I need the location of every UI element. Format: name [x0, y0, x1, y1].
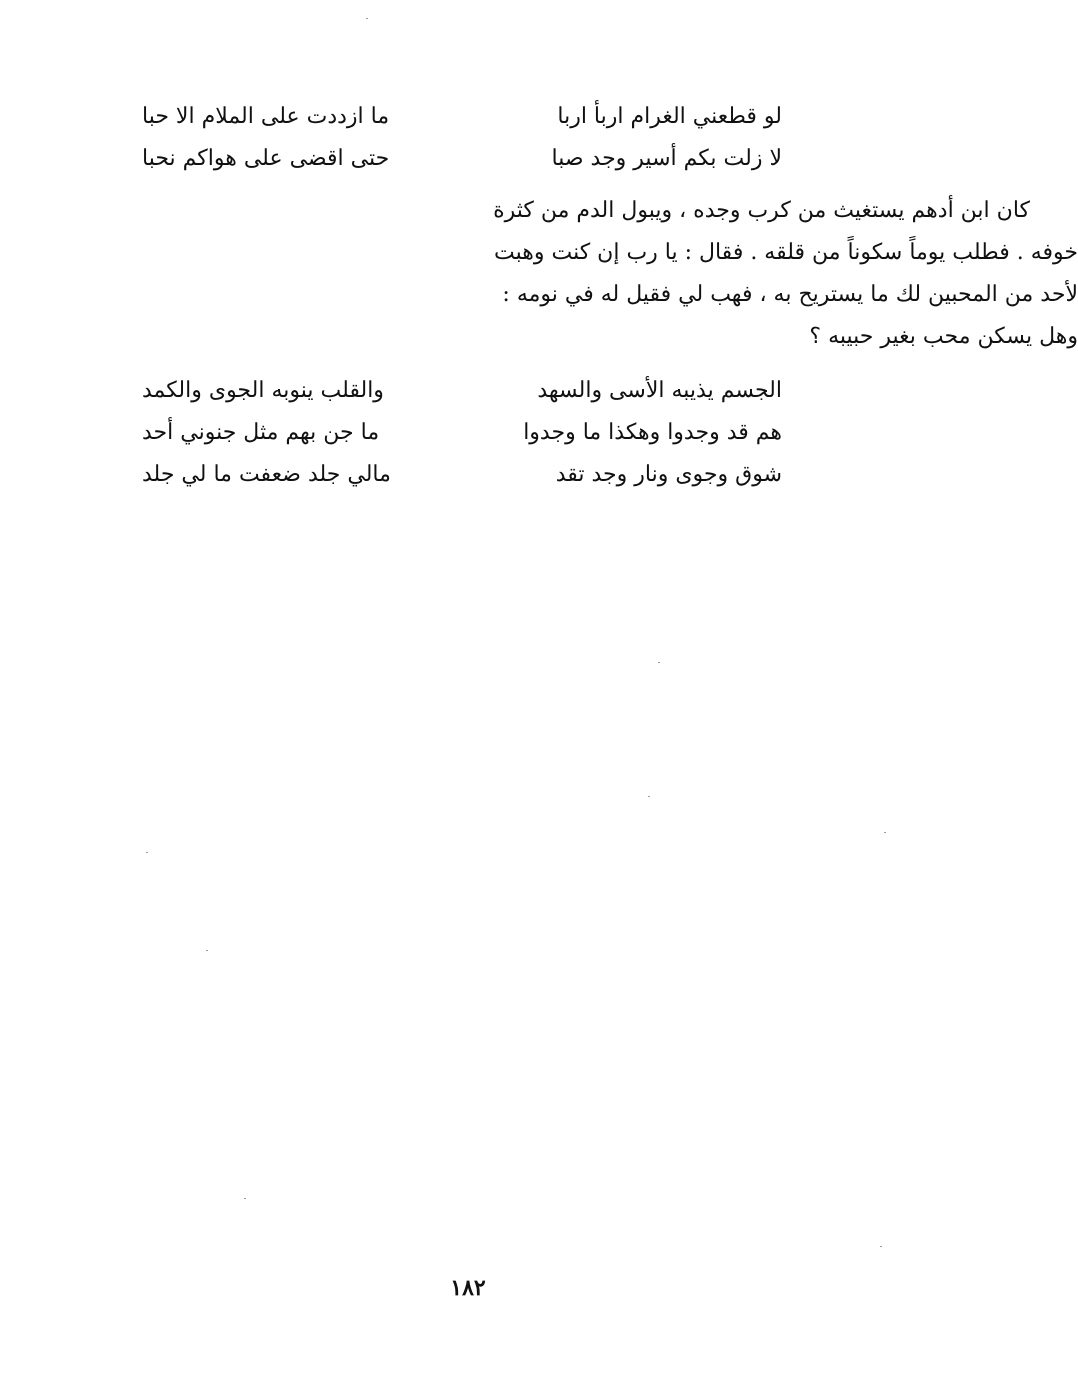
scan-speck [880, 1246, 882, 1247]
verse-hemistich-second: حتى اقضى على هواكم نحبا [142, 146, 390, 171]
verse-hemistich-first: شوق وجوى ونار وجد تقد [555, 462, 782, 487]
verse-line [142, 412, 782, 454]
verse-hemistich-second: مالي جلد ضعفت ما لي جلد [142, 462, 391, 487]
poem-stanza-1 [142, 96, 782, 180]
verse-hemistich-first: الجسم يذيبه الأسى والسهد [537, 378, 782, 403]
scan-speck [658, 662, 660, 663]
prose-line: كان ابن أدهم يستغيث من كرب وجده ، ويبول الدم من كثرة [493, 198, 1030, 223]
scan-speck [366, 18, 368, 19]
scan-speck [146, 852, 148, 853]
verse-hemistich-first: لا زلت بكم أسير وجد صبا [551, 146, 782, 171]
verse-hemistich-first: لو قطعني الغرام اربأ اربا [557, 104, 782, 129]
prose-paragraph [142, 190, 1078, 358]
scan-speck [648, 796, 650, 797]
poem-stanza-2 [142, 370, 782, 496]
page-number: ١٨٢ [450, 1275, 486, 1301]
verse-hemistich-first: هم قد وجدوا وهكذا ما وجدوا [523, 420, 782, 445]
prose-line: وهل يسكن محب بغير حبيبه ؟ [809, 324, 1078, 349]
verse-line [142, 370, 782, 412]
verse-hemistich-second: ما جن بهم مثل جنوني أحد [142, 420, 380, 445]
prose-line: لأحد من المحبين لك ما يستريح به ، فهب لي فقيل له في نومه : [502, 282, 1078, 307]
verse-line [142, 138, 782, 180]
scan-speck [884, 832, 886, 833]
scan-speck [244, 1198, 246, 1199]
scan-speck [206, 950, 208, 951]
verse-hemistich-second: والقلب ينوبه الجوى والكمد [142, 378, 384, 403]
verse-line [142, 96, 782, 138]
prose-line: خوفه . فطلب يوماً سكوناً من قلقه . فقال : يا رب إن كنت وهبت [494, 240, 1078, 265]
verse-line [142, 454, 782, 496]
verse-hemistich-second: ما ازددت على الملام الا حبا [142, 104, 390, 129]
